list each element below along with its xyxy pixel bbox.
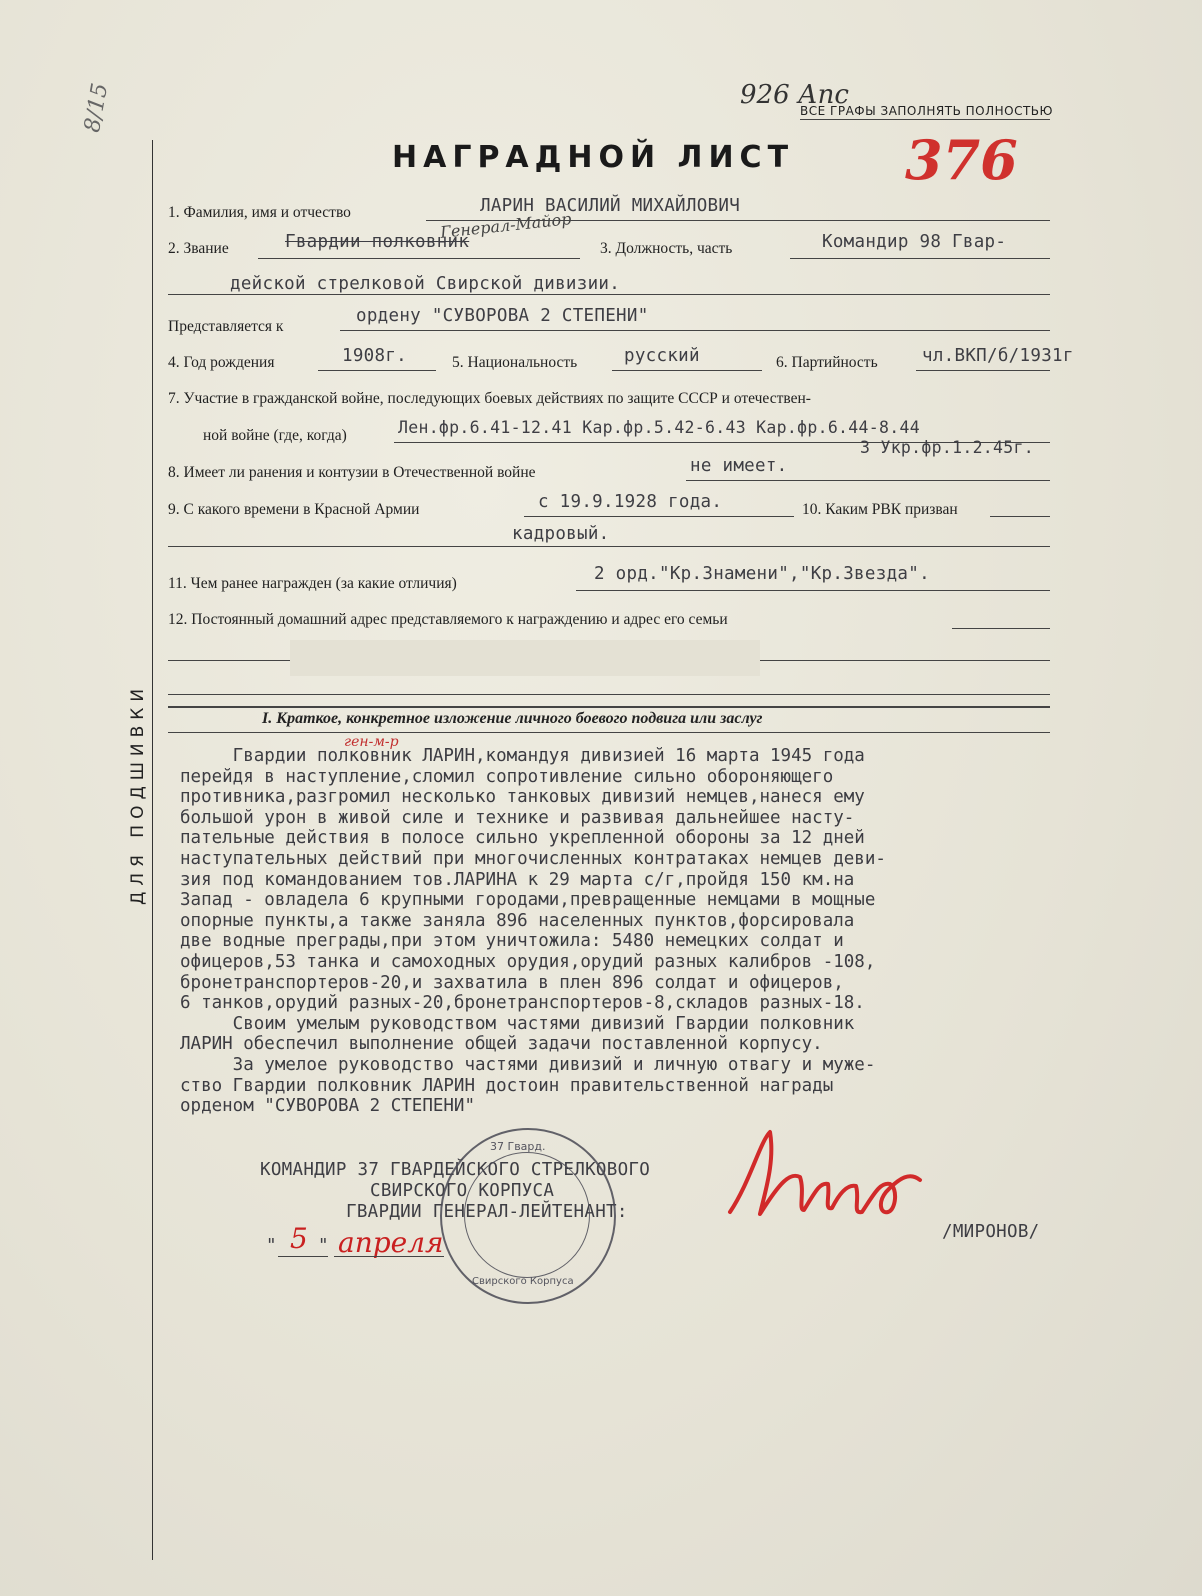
field-2-line xyxy=(258,258,580,259)
body-line: 6 танков,орудий разных-20,бронетранспортеров-8,складов разных-18. xyxy=(180,993,865,1014)
red-number: 376 xyxy=(905,128,1018,192)
margin-mark: 8/15 xyxy=(80,81,114,135)
field-6-value: чл.ВКП/б/1931г xyxy=(922,346,1074,366)
field-5-label: 5. Национальность xyxy=(452,354,578,371)
presented-line xyxy=(340,330,1050,331)
field-6-label: 6. Партийность xyxy=(776,354,878,371)
signature-name: /МИРОНОВ/ xyxy=(942,1222,1040,1242)
stamp-text-bottom: Свирского Корпуса xyxy=(472,1276,574,1287)
field-3-label: 3. Должность, часть xyxy=(600,240,733,257)
field-4-line xyxy=(318,370,436,371)
section-body xyxy=(180,746,886,1117)
signature-line-3: ГВАРДИИ ГЕНЕРАЛ-ЛЕЙТЕНАНТ: xyxy=(346,1202,628,1222)
field-10-line-2 xyxy=(168,546,1050,547)
date-quote-open: " xyxy=(266,1236,277,1256)
date-month-line xyxy=(334,1256,444,1257)
body-line: Запад - овладела 6 крупными городами,превращенные немцами в мощные xyxy=(180,890,876,911)
section-rule xyxy=(168,706,1050,708)
body-line: бронетранспортеров-20,и захватила в плен 896 солдат и офицеров, xyxy=(180,972,844,993)
date-day-line xyxy=(278,1256,328,1257)
field-7-label-2: ной войне (где, когда) xyxy=(203,427,347,444)
field-9-line xyxy=(524,516,794,517)
field-3-line xyxy=(790,258,1050,259)
body-line: две водные преграды,при этом уничтожила: 5480 немецких солдат и xyxy=(180,931,844,952)
archive-number: 926 Апс xyxy=(740,80,849,110)
field-1-label: 1. Фамилия, имя и отчество xyxy=(168,204,351,221)
field-11-value: 2 орд."Кр.Знамени","Кр.Звезда". xyxy=(594,564,930,584)
body-line: ство Гвардии полковник ЛАРИН достоин правительственной награды xyxy=(180,1075,834,1096)
field-12-label: 12. Постоянный домашний адрес представляемого к награждению и адрес его семьи xyxy=(168,611,728,628)
side-label: ДЛЯ ПОДШИВКИ xyxy=(128,682,148,905)
signature-line-2: СВИРСКОГО КОРПУСА xyxy=(370,1181,555,1201)
date-day: 5 xyxy=(290,1222,308,1255)
body-line: ЛАРИН обеспечил выполнение общей задачи поставленной корпусу. xyxy=(180,1034,823,1055)
body-line: зия под командованием тов.ЛАРИНА к 29 марта с/г,пройдя 150 км.на xyxy=(180,869,855,890)
field-8-value: не имеет. xyxy=(690,456,788,476)
field-4-label: 4. Год рождения xyxy=(168,354,275,371)
body-line: пательные действия в полосе сильно укрепленной обороны за 12 дней xyxy=(180,828,865,849)
field-5-value: русский xyxy=(624,346,700,366)
field-4-value: 1908г. xyxy=(342,346,408,366)
body-line: Гвардии полковник ЛАРИН,командуя дивизией 16 марта 1945 года xyxy=(180,746,865,766)
section-correction: ген-м-р xyxy=(344,734,399,750)
field-11-line xyxy=(576,590,1050,591)
field-11-label: 11. Чем ранее награжден (за какие отличия) xyxy=(168,575,457,592)
field-2-correction: Генерал-Майор xyxy=(439,209,573,242)
section-heading-underline xyxy=(168,732,1050,733)
presented-value: ордену "СУВОРОВА 2 СТЕПЕНИ" xyxy=(356,306,649,326)
field-7-label: 7. Участие в гражданской войне, последующих боевых действиях по защите СССР и отечествен- xyxy=(168,390,811,407)
field-8-line xyxy=(686,480,1050,481)
stamp-text-top: 37 Гвард. xyxy=(490,1140,546,1153)
field-3-value-2: дейской стрелковой Свирской дивизии. xyxy=(230,274,621,294)
field-10-value: кадровый. xyxy=(512,524,610,544)
body-line: Своим умелым руководством частями дивизий Гвардии полковник xyxy=(180,1013,855,1034)
field-10-label: 10. Каким РВК призван xyxy=(802,501,958,518)
field-3-value: Командир 98 Гвар- xyxy=(822,232,1007,252)
field-10-line xyxy=(990,516,1050,517)
body-line: противника,разгромил несколько танковых дивизий немцев,нанеся ему xyxy=(180,787,865,808)
field-9-label: 9. С какого времени в Красной Армии xyxy=(168,501,420,518)
field-2-label: 2. Звание xyxy=(168,240,229,257)
redacted-address xyxy=(290,640,760,676)
section-heading: I. Краткое, конкретное изложение личного боевого подвига или заслуг xyxy=(262,710,763,727)
date-quote-close: " xyxy=(318,1236,329,1256)
instruction-underline xyxy=(800,119,1050,120)
instruction-text: ВСЕ ГРАФЫ ЗАПОЛНЯТЬ ПОЛНОСТЬЮ xyxy=(800,104,1053,118)
signature-mark xyxy=(720,1122,940,1232)
field-3-line-2 xyxy=(168,294,1050,295)
presented-label: Представляется к xyxy=(168,318,284,335)
field-5-line xyxy=(612,370,762,371)
signature-line-1: КОМАНДИР 37 ГВАРДЕЙСКОГО СТРЕЛКОВОГО xyxy=(260,1160,651,1180)
official-stamp xyxy=(440,1128,616,1304)
body-line: За умелое руководство частями дивизий и личную отвагу и муже- xyxy=(180,1054,876,1075)
field-1-value: ЛАРИН ВАСИЛИЙ МИХАЙЛОВИЧ xyxy=(480,196,741,216)
body-line: перейдя в наступление,сломил сопротивление сильно обороняющего xyxy=(180,766,834,787)
field-9-value: с 19.9.1928 года. xyxy=(538,492,723,512)
stamp-inner-ring xyxy=(464,1152,590,1278)
field-2-value-text: Гвардии полковник xyxy=(285,232,470,252)
field-12-line-3 xyxy=(168,694,1050,695)
body-line: большой урон в живой силе и технике и развивая дальнейшее насту- xyxy=(180,807,855,828)
margin-line xyxy=(152,140,153,1560)
page-title: НАГРАДНОЙ ЛИСТ xyxy=(392,140,795,175)
field-8-label: 8. Имеет ли ранения и контузии в Отечественной войне xyxy=(168,464,536,481)
body-line: опорные пункты,а также заняла 896 населенных пунктов,форсировала xyxy=(180,910,855,931)
field-6-line xyxy=(916,370,1050,371)
body-line: орденом "СУВОРОВА 2 СТЕПЕНИ" xyxy=(180,1096,476,1117)
field-7-value: Лен.фр.6.41-12.41 Кар.фр.5.42-6.43 Кар.фр.6.44-8.44 xyxy=(398,418,920,437)
body-line: офицеров,53 танка и самоходных орудия,орудий разных калибров -108, xyxy=(180,951,876,972)
body-line: наступательных действий при многочисленных контратаках немцев деви- xyxy=(180,848,886,869)
date-month: апреля xyxy=(338,1226,444,1259)
field-7-value-2: 3 Укр.фр.1.2.45г. xyxy=(860,438,1034,457)
field-12-line xyxy=(952,628,1050,629)
